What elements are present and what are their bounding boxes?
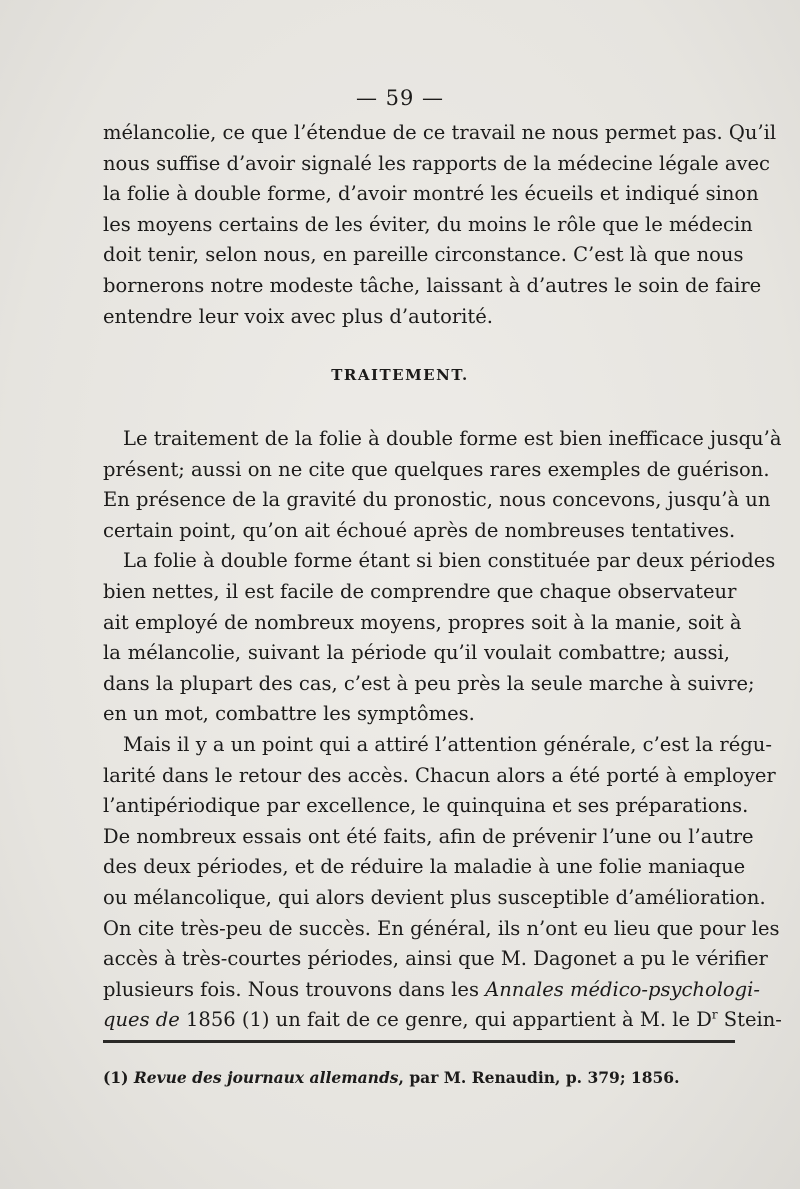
- text-line: l’antipériodique par excellence, le quinquina et ses préparations.: [103, 794, 749, 818]
- text-run: Stein-: [717, 1008, 782, 1032]
- text-run: 1856 (1) un fait de ce genre, qui appartient à M. le D: [179, 1008, 712, 1032]
- text-line: les moyens certains de les éviter, du moins le rôle que le médecin: [103, 212, 753, 236]
- footnote-text: , par M. Renaudin, p. 379; 1856.: [398, 1068, 680, 1087]
- opening-paragraph: [103, 118, 777, 332]
- footnote: [103, 1068, 735, 1087]
- superscript: r: [711, 1007, 718, 1022]
- section-body: [103, 424, 782, 1036]
- text-line: On cite très-peu de succès. En général, ils n’ont eu lieu que pour les: [103, 916, 780, 940]
- section-heading: TRAITEMENT.: [331, 366, 469, 384]
- page-number: — 59 —: [355, 86, 445, 110]
- text-line: bornerons notre modeste tâche, laissant à d’autres le soin de faire: [103, 273, 762, 297]
- text-line: en un mot, combattre les symptômes.: [103, 702, 475, 726]
- text-line: La folie à double forme étant si bien constituée par deux périodes: [123, 549, 776, 573]
- footnote-marker: (1): [103, 1068, 134, 1087]
- footnote-rule: [103, 1040, 735, 1043]
- footnote-title: Revue des journaux allemands: [133, 1068, 399, 1087]
- text-line: Mais il y a un point qui a attiré l’attention générale, c’est la régu-: [123, 732, 772, 756]
- text-line: certain point, qu’on ait échoué après de nombreuses tentatives.: [103, 518, 736, 542]
- text-line: accès à très-courtes périodes, ainsi que M. Dagonet a pu le vérifier: [103, 947, 768, 971]
- text-line: présent; aussi on ne cite que quelques rares exemples de guérison.: [103, 457, 770, 481]
- text-line: [103, 1005, 782, 1036]
- text-line: entendre leur voix avec plus d’autorité.: [103, 304, 493, 328]
- text-line: la mélancolie, suivant la période qu’il voulait combattre; aussi,: [103, 641, 730, 665]
- text-line: larité dans le retour des accès. Chacun alors a été porté à employer: [103, 763, 776, 787]
- italic-run: Annales médico-psychologi-: [485, 977, 760, 1001]
- text-run: plusieurs fois. Nous trouvons dans les: [103, 977, 486, 1001]
- text-line: De nombreux essais ont été faits, afin de prévenir l’une ou l’autre: [103, 824, 754, 848]
- text-line: dans la plupart des cas, c’est à peu près la seule marche à suivre;: [103, 671, 755, 695]
- text-line: la folie à double forme, d’avoir montré les écueils et indiqué sinon: [103, 182, 759, 206]
- text-line: ait employé de nombreux moyens, propres soit à la manie, soit à: [103, 610, 742, 634]
- text-line: doit tenir, selon nous, en pareille circonstance. C’est là que nous: [103, 243, 744, 267]
- text-line: nous suffise d’avoir signalé les rapports de la médecine légale avec: [103, 151, 770, 175]
- text-line: Le traitement de la folie à double forme est bien inefficace jusqu’à: [123, 427, 782, 450]
- text-line: mélancolie, ce que l’étendue de ce travail ne nous permet pas. Qu’il: [103, 121, 777, 144]
- text-line: des deux périodes, et de réduire la maladie à une folie maniaque: [103, 855, 746, 879]
- text-line: ou mélancolique, qui alors devient plus susceptible d’amélioration.: [103, 885, 766, 909]
- text-line: En présence de la gravité du pronostic, nous concevons, jusqu’à un: [103, 488, 771, 512]
- italic-run: ques de: [103, 1008, 180, 1032]
- text-line: bien nettes, il est facile de comprendre que chaque observateur: [103, 579, 737, 603]
- text-line: [103, 975, 760, 1006]
